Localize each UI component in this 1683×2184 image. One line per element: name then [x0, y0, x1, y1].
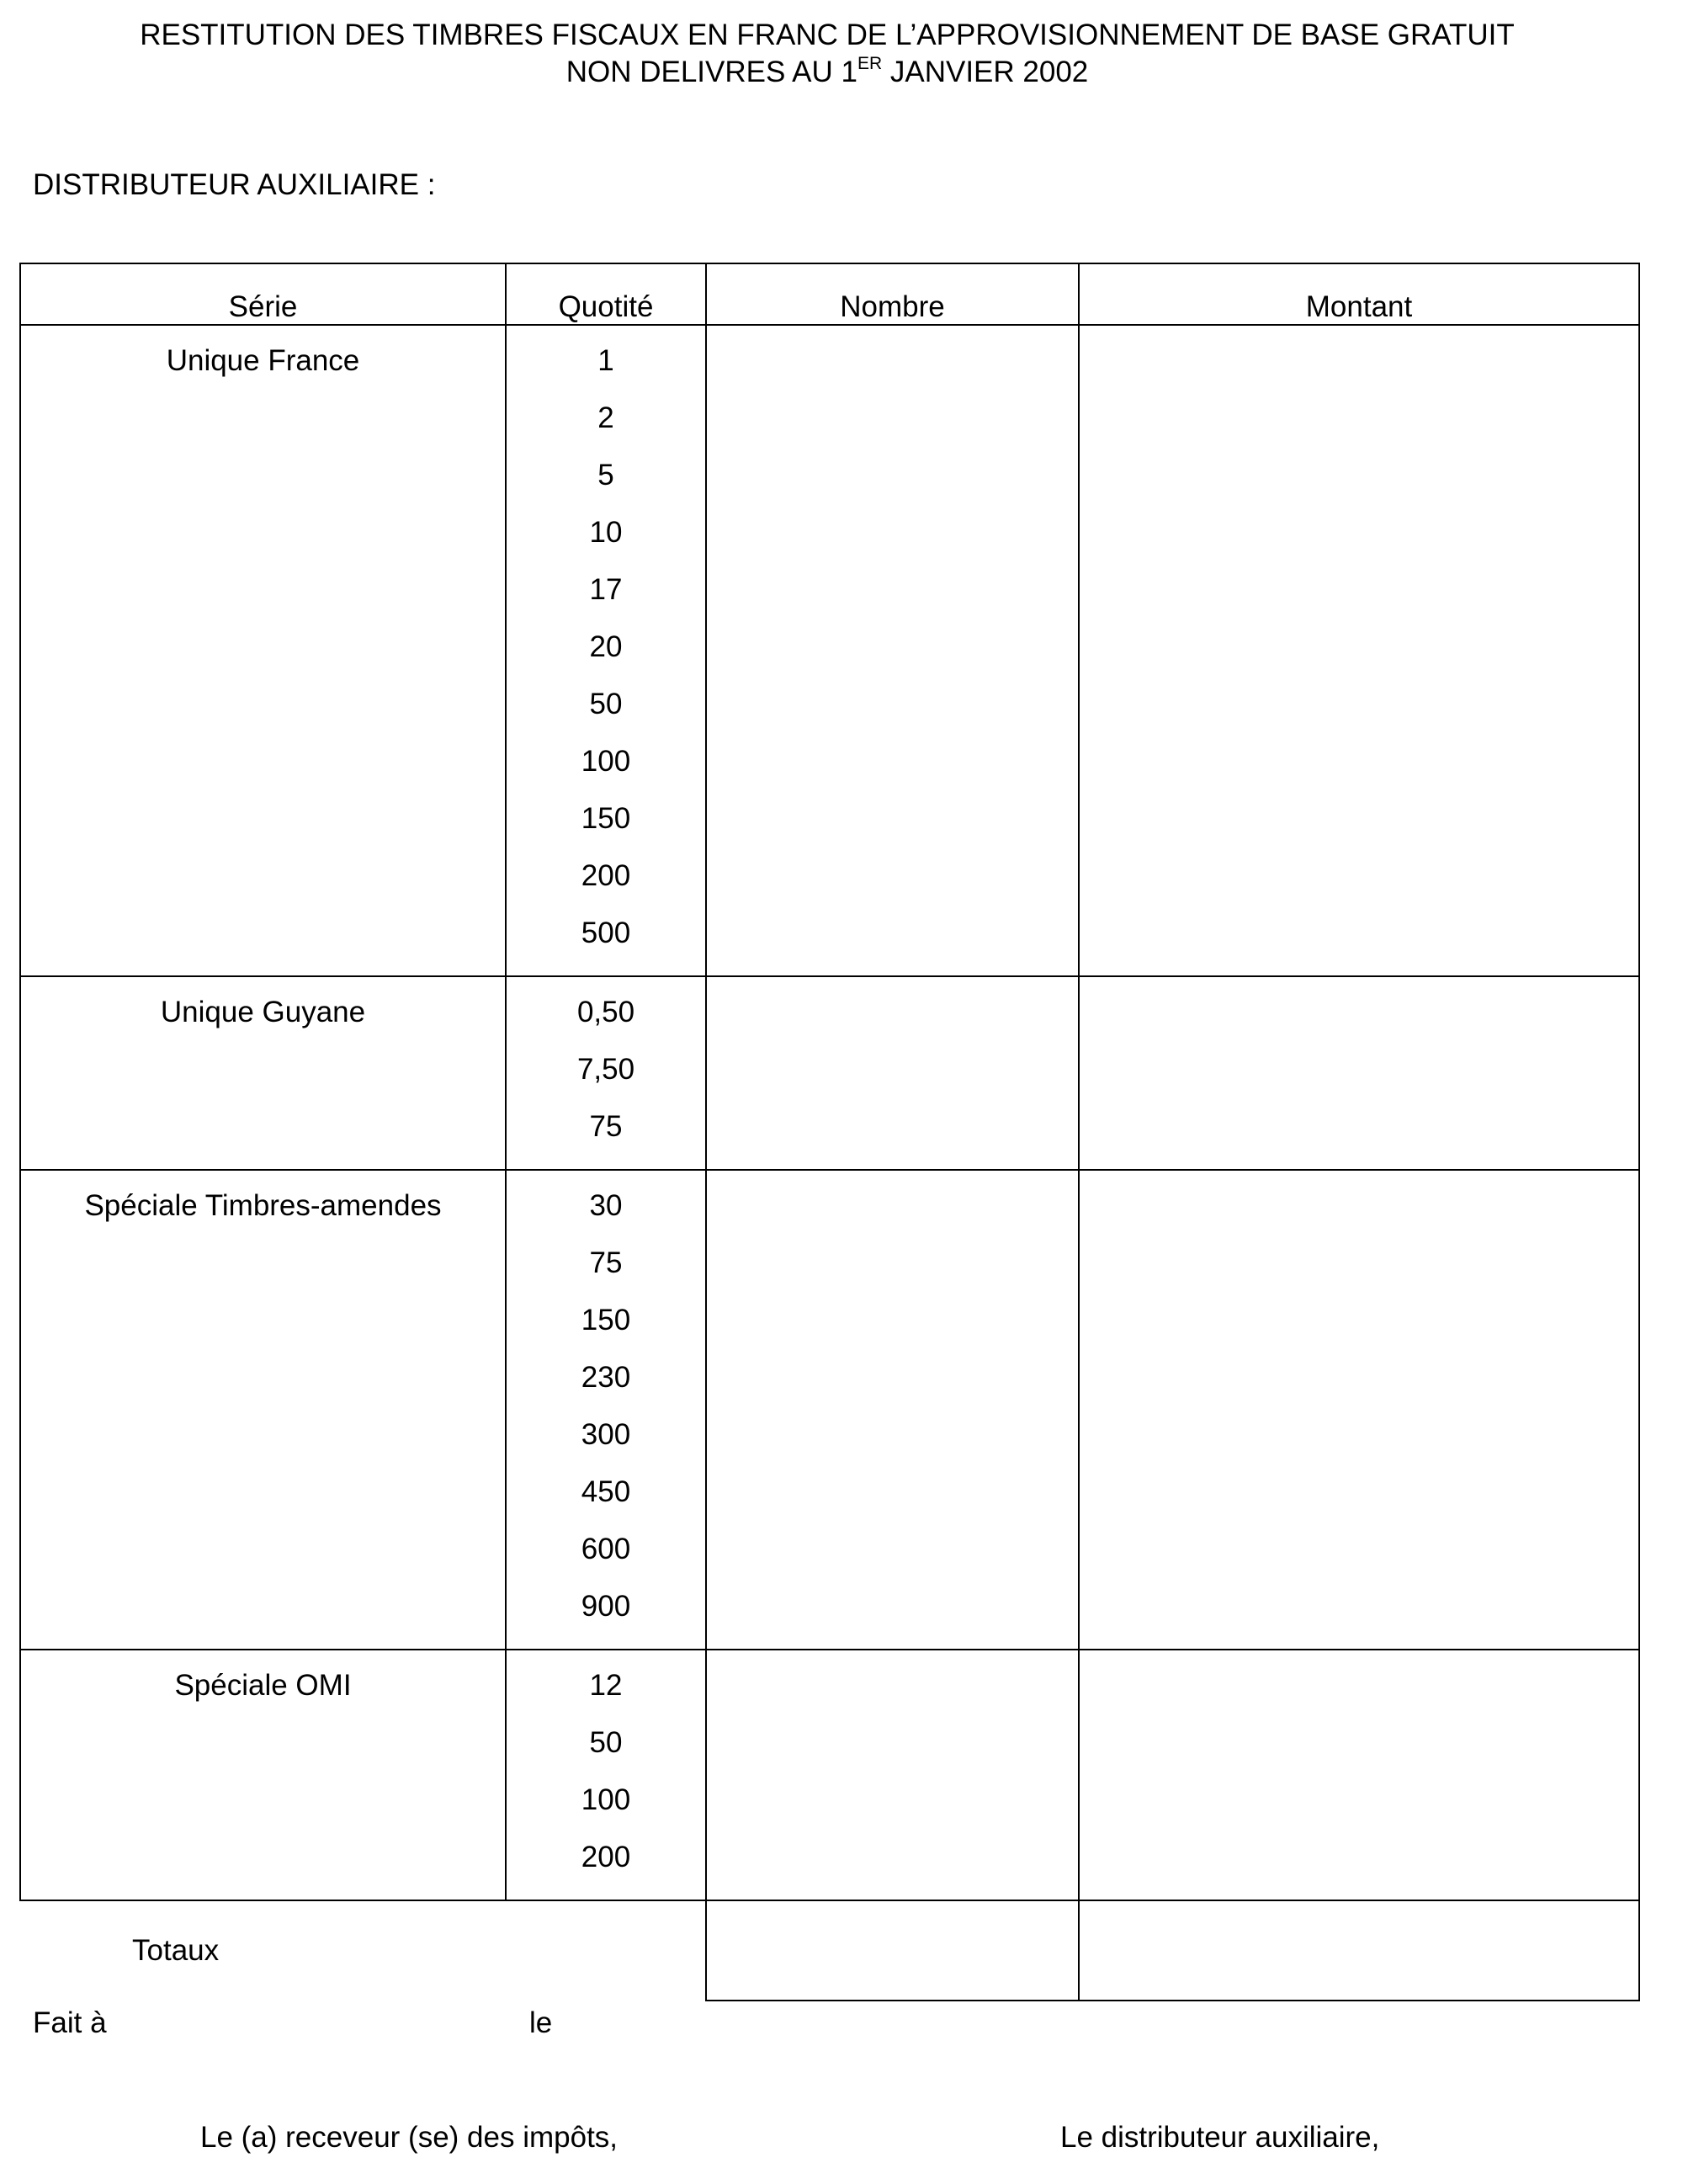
quotite-value: 230: [581, 1361, 631, 1394]
quotite-value: 150: [581, 802, 631, 835]
quotite-value: 300: [581, 1418, 631, 1451]
quotite-value: 200: [581, 1841, 631, 1873]
nombre-input-cell[interactable]: [706, 325, 1079, 976]
distributeur-label: DISTRIBUTEUR AUXILIAIRE :: [33, 168, 436, 201]
quotite-value: 900: [581, 1590, 631, 1623]
nombre-input-cell[interactable]: [706, 1650, 1079, 1900]
table-header-row: [20, 263, 1639, 325]
quotite-value: 2: [597, 401, 614, 434]
montant-input-cell[interactable]: [1079, 1650, 1639, 1900]
quotite-value: 17: [589, 573, 623, 606]
document-title: [0, 17, 1654, 95]
quotite-value: 20: [589, 630, 623, 663]
quotite-value: 50: [589, 1726, 623, 1759]
receveur-signature-label: Le (a) receveur (se) des impôts,: [200, 2121, 619, 2154]
group-row-speciale-omi: [20, 1650, 1639, 1900]
quotite-value: 1: [597, 344, 614, 377]
quotite-value: 7,50: [576, 1053, 635, 1086]
nombre-input-cell[interactable]: [706, 1170, 1079, 1650]
quotite-value: 100: [581, 1783, 631, 1816]
quotite-value: 200: [581, 859, 631, 892]
quotite-value: 600: [581, 1533, 631, 1565]
serie-label: Unique France: [166, 344, 360, 377]
quotite-value: 0,50: [576, 996, 635, 1028]
distributeur-signature-label: Le distributeur auxiliaire,: [1060, 2121, 1380, 2154]
serie-label: Spéciale Timbres-amendes: [84, 1189, 442, 1222]
serie-label: Unique Guyane: [160, 996, 366, 1028]
quotite-cell: [506, 1650, 706, 1900]
header-serie: Série: [20, 263, 506, 325]
montant-input-cell[interactable]: [1079, 325, 1639, 976]
date-le-label: le: [529, 2006, 553, 2039]
montant-input-cell[interactable]: [1079, 976, 1639, 1170]
quotite-value: 100: [581, 745, 631, 778]
quotite-value: 450: [581, 1475, 631, 1508]
serie-label: Spéciale OMI: [174, 1669, 352, 1702]
montant-input-cell[interactable]: [1079, 1170, 1639, 1650]
title-line-1: RESTITUTION DES TIMBRES FISCAUX EN FRANC DE L’APPROVISIONNEMENT DE BASE GRATUIT: [140, 19, 1515, 51]
quotite-value: 5: [597, 459, 614, 492]
total-nombre-cell[interactable]: [706, 1900, 1079, 2001]
totals-row: [20, 1900, 1639, 2001]
serie-cell: [20, 976, 506, 1170]
quotite-cell: [506, 976, 706, 1170]
totals-label: Totaux: [20, 1900, 506, 2001]
quotite-cell: [506, 1170, 706, 1650]
nombre-input-cell[interactable]: [706, 976, 1079, 1170]
serie-cell: [20, 1650, 506, 1900]
title-line-2-prefix: NON DELIVRES AU 1: [565, 56, 857, 88]
group-row-unique-guyane: [20, 976, 1639, 1170]
quotite-value: 12: [589, 1669, 623, 1702]
quotite-value: 10: [589, 516, 623, 549]
header-quotite: Quotité: [506, 263, 706, 325]
serie-cell: [20, 325, 506, 976]
header-montant: Montant: [1079, 263, 1639, 325]
quotite-value: 75: [589, 1246, 623, 1279]
quotite-value: 500: [581, 917, 631, 949]
quotite-cell: [506, 325, 706, 976]
header-nombre: Nombre: [706, 263, 1079, 325]
group-row-unique-france: [20, 325, 1639, 976]
totals-spacer: [506, 1900, 706, 2001]
group-row-speciale-timbres-amendes: [20, 1170, 1639, 1650]
quotite-value: 30: [589, 1189, 623, 1222]
quotite-value: 150: [581, 1304, 631, 1336]
title-line-2-suffix: JANVIER 2002: [882, 56, 1089, 88]
fait-a-label: Fait à: [33, 2006, 107, 2039]
serie-cell: [20, 1170, 506, 1650]
quotite-value: 75: [589, 1110, 623, 1143]
total-montant-cell[interactable]: [1079, 1900, 1639, 2001]
title-line-2-superscript: ER: [857, 54, 883, 73]
quotite-value: 50: [589, 688, 623, 720]
restitution-table: [19, 263, 1640, 2001]
title-line-2: [0, 54, 1654, 95]
